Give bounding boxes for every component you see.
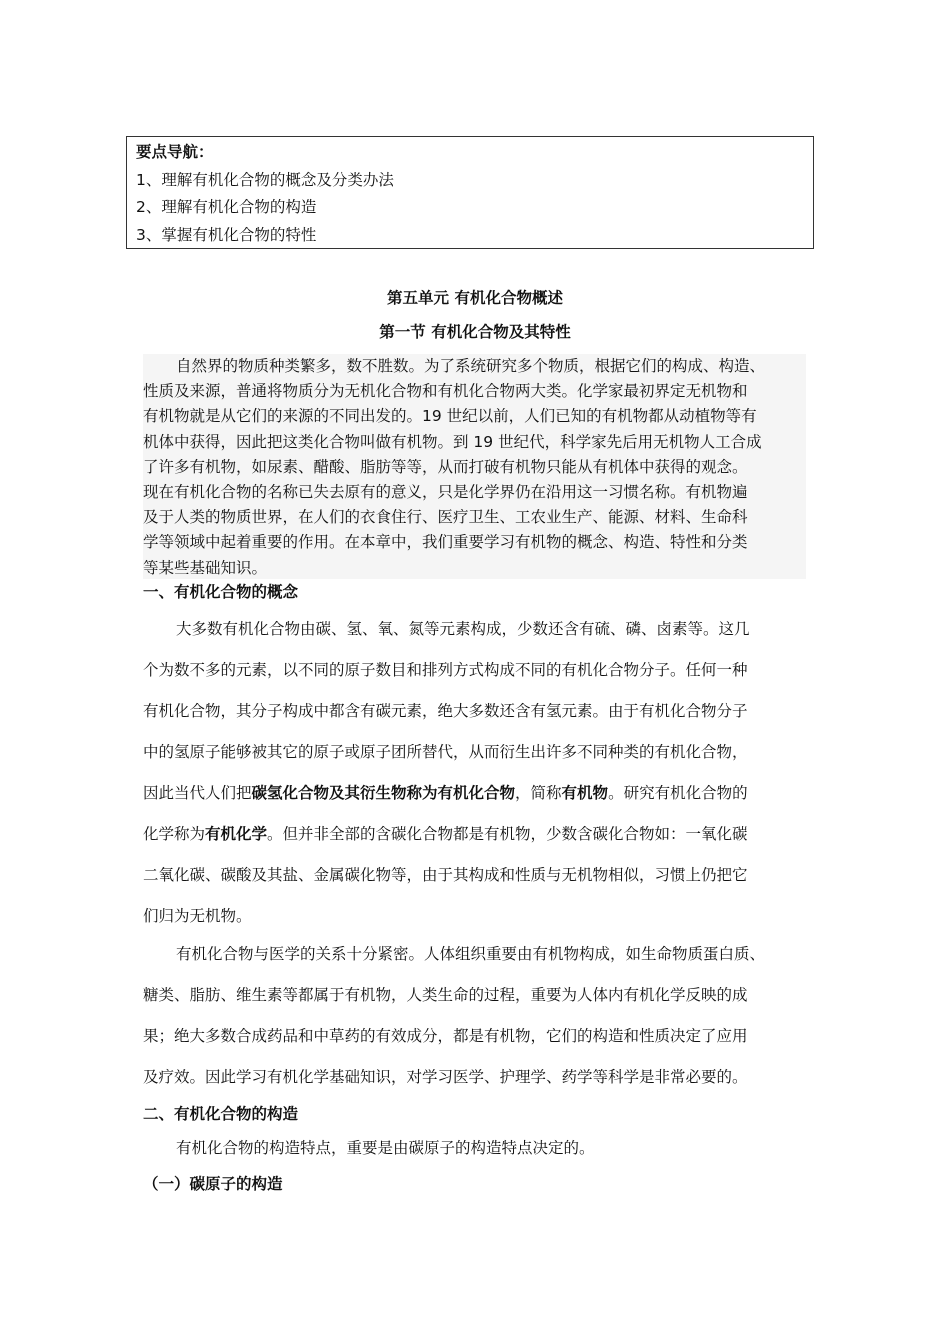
body-line: 有机化合物与医学的关系十分紧密。人体组织重要由有机物构成，如生命物质蛋白质、 — [176, 945, 766, 963]
key-point-item: 3、掌握有机化合物的特性 — [136, 225, 317, 244]
intro-line: 机体中获得，因此把这类化合物叫做有机物。到 19 世纪代，科学家先后用无机物人工合成 — [143, 432, 762, 451]
intro-line: 及于人类的物质世界，在人们的衣食住行、医疗卫生、工农业生产、能源、材料、生命科 — [143, 508, 748, 527]
text-run: 化学称为 — [143, 825, 206, 843]
text-run: ，简称 — [515, 784, 562, 802]
intro-line: 学等领域中起着重要的作用。在本章中，我们重要学习有机物的概念、构造、特性和分类 — [143, 533, 748, 552]
heading-concept: 一、有机化合物的概念 — [143, 583, 299, 601]
unit-title: 第五单元 有机化合物概述 — [387, 289, 563, 307]
key-points-title: 要点导航： — [136, 143, 214, 161]
intro-line: 性质及来源，普通将物质分为无机化合物和有机化合物两大类。化学家最初界定无机物和 — [143, 382, 748, 401]
key-points-box — [126, 136, 814, 249]
section-title: 第一节 有机化合物及其特性 — [379, 323, 571, 341]
key-point-item: 2、理解有机化合物的构造 — [136, 198, 317, 216]
heading-structure: 二、有机化合物的构造 — [143, 1105, 299, 1123]
text-run: 。研究有机化合物的 — [608, 784, 748, 802]
body-line: 糖类、脂肪、维生素等都属于有机物，人类生命的过程，重要为人体内有机化学反映的成 — [143, 986, 748, 1004]
body-line: 有机化合物的构造特点，重要是由碳原子的构造特点决定的。 — [176, 1139, 595, 1157]
term-bold: 有机化学 — [205, 825, 268, 843]
intro-line: 现在有机化合物的名称已失去原有的意义，只是化学界仍在沿用这一习惯名称。有机物遍 — [143, 483, 748, 502]
intro-paragraph — [143, 354, 806, 579]
text-run: 。但并非全部的含碳化合物都是有机物，少数含碳化合物如：一氧化碳 — [267, 825, 748, 843]
intro-line: 等某些基础知识。 — [143, 558, 268, 577]
intro-line: 了许多有机物，如尿素、醋酸、脂肪等等，从而打破有机物只能从有机体中获得的观念。 — [143, 457, 748, 476]
definition-bold: 碳氢化合物及其衍生物称为有机化合物 — [251, 784, 516, 802]
intro-line: 自然界的物质种类繁多，数不胜数。为了系统研究多个物质，根据它们的构成、构造、 — [176, 357, 766, 375]
body-line: 大多数有机化合物由碳、氢、氧、氮等元素构成，少数还含有硫、磷、卤素等。这几 — [176, 620, 750, 638]
text-run: 因此当代人们把 — [143, 784, 252, 802]
body-line: 中的氢原子能够被其它的原子或原子团所替代，从而衍生出许多不同种类的有机化合物， — [143, 743, 748, 761]
term-bold: 有机物 — [561, 784, 609, 802]
intro-line: 有机物就是从它们的来源的不同出发的。19 世纪以前，人们已知的有机物都从动植物等有 — [143, 407, 757, 426]
body-line: 有机化合物，其分子构成中都含有碳元素，绝大多数还含有氢元素。由于有机化合物分子 — [143, 702, 748, 720]
body-line: 及疗效。因此学习有机化学基础知识，对学习医学、护理学、药学等科学是非常必要的。 — [143, 1068, 748, 1086]
body-line: 们归为无机物。 — [143, 907, 252, 925]
subheading-carbon-structure: （一）碳原子的构造 — [143, 1175, 283, 1193]
body-line — [143, 822, 748, 846]
body-line: 果；绝大多数合成药品和中草药的有效成分，都是有机物，它们的构造和性质决定了应用 — [143, 1027, 748, 1045]
body-line: 二氧化碳、碳酸及其盐、金属碳化物等，由于其构成和性质与无机物相似，习惯上仍把它 — [143, 866, 748, 884]
body-line — [143, 781, 748, 805]
body-line: 个为数不多的元素，以不同的原子数目和排列方式构成不同的有机化合物分子。任何一种 — [143, 661, 748, 679]
key-point-item: 1、理解有机化合物的概念及分类办法 — [136, 170, 394, 189]
